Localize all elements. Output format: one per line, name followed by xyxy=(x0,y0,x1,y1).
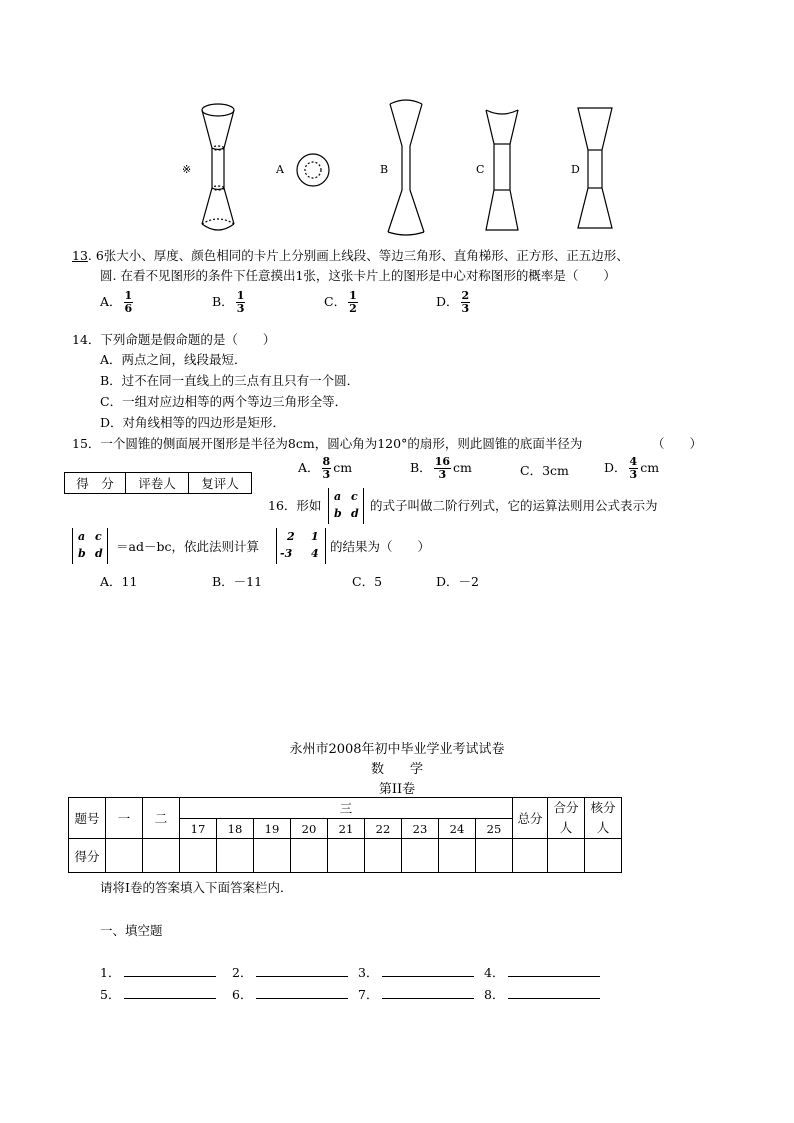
score-cell[interactable] xyxy=(548,839,585,873)
blank-6-label: 6． xyxy=(232,987,253,1002)
q16-option-a: A．11 xyxy=(100,574,138,589)
q13-option-a-den: 6 xyxy=(124,302,133,315)
blank-7[interactable] xyxy=(358,985,474,1003)
score-table-part2: 二 xyxy=(143,798,180,839)
score-table-tihao: 题号 xyxy=(69,798,106,839)
blank-1[interactable] xyxy=(100,963,216,981)
answer-instruction: 请将Ⅰ卷的答案填入下面答案栏内． xyxy=(100,880,293,895)
determinant-abcd xyxy=(328,488,364,524)
option-c-figure xyxy=(486,110,518,230)
score-table-q19: 19 xyxy=(254,819,291,839)
q15-option-b-label: B． xyxy=(410,460,432,475)
score-table-q23: 23 xyxy=(402,819,439,839)
q14-option-b: B．过不在同一直线上的三点有且只有一个圆． xyxy=(100,373,360,388)
figure-label-a: A xyxy=(276,163,284,176)
q15-option-d-den: 3 xyxy=(629,468,638,481)
det2-b: -3 xyxy=(280,547,293,560)
subject-title: 数 学 xyxy=(370,762,423,777)
blank-4-line[interactable] xyxy=(508,964,600,977)
det1b-b: b xyxy=(78,547,86,560)
det1-d: d xyxy=(351,507,359,520)
q14-option-c: C．一组对应边相等的两个等边三角形全等． xyxy=(100,394,348,409)
q13-option-c-label: C． xyxy=(324,294,347,309)
determinant-formula xyxy=(72,528,108,564)
score-cell[interactable] xyxy=(476,839,513,873)
question-13 xyxy=(72,246,629,264)
paper-title: 永州市2008年初中毕业学业考试试卷 xyxy=(289,742,505,757)
q16-option-c: C．5 xyxy=(352,574,383,589)
blank-8-line[interactable] xyxy=(508,986,600,999)
q13-option-b xyxy=(212,290,247,315)
det2-c: 1 xyxy=(311,530,319,543)
figure-label-c: C xyxy=(476,163,485,176)
score-cell[interactable] xyxy=(402,839,439,873)
det1-a: a xyxy=(334,490,342,503)
figure-label-star: ※ xyxy=(182,163,192,176)
question-13-line2: 圆. 在看不见图形的条件下任意摸出1张，这张卡片上的图形是中心对称图形的概率是（ ） xyxy=(100,268,616,283)
blank-4-label: 4． xyxy=(484,965,505,980)
blank-8[interactable] xyxy=(484,985,600,1003)
det1-b: b xyxy=(334,507,342,520)
blank-1-label: 1． xyxy=(100,965,121,980)
q15-option-c: C．3cm xyxy=(520,463,569,478)
q14-option-d: D．对角线相等的四边形是矩形． xyxy=(100,415,286,430)
score-table-q20: 20 xyxy=(291,819,328,839)
q15-option-a-unit: cm xyxy=(333,460,353,475)
question-13-number: 13 xyxy=(72,248,88,263)
q15-option-a-den: 3 xyxy=(322,468,331,481)
blank-6[interactable] xyxy=(232,985,348,1003)
q13-option-c-den: 2 xyxy=(349,302,357,315)
score-box-defen: 得 分 xyxy=(65,473,126,494)
q15-option-a-label: A． xyxy=(298,460,320,475)
q13-option-d-label: D． xyxy=(436,294,459,309)
det1b-a: a xyxy=(78,530,86,543)
section-fill-in: 一、填空题 xyxy=(100,923,163,938)
score-cell[interactable] xyxy=(513,839,548,873)
score-cell[interactable] xyxy=(585,839,622,873)
q13-option-c-num: 1 xyxy=(349,289,357,302)
q13-option-c xyxy=(324,290,360,315)
score-table-q17: 17 xyxy=(180,819,217,839)
score-cell[interactable] xyxy=(106,839,143,873)
q13-option-c-fraction xyxy=(348,290,358,315)
q15-option-a xyxy=(298,456,352,481)
score-table-hefen: 合分人 xyxy=(548,798,585,839)
question-16-formula: ＝ad－bc，依此法则计算 xyxy=(116,539,259,554)
blank-5-line[interactable] xyxy=(124,986,216,999)
score-table-part1: 一 xyxy=(106,798,143,839)
question-15-stem: 15．一个圆锥的侧面展开图形是半径为8cm，圆心角为120°的扇形，则此圆锥的底面半径为 xyxy=(72,436,583,451)
q15-option-d-unit: cm xyxy=(640,460,660,475)
blank-3[interactable] xyxy=(358,963,474,981)
score-cell[interactable] xyxy=(291,839,328,873)
score-cell[interactable] xyxy=(365,839,402,873)
score-cell[interactable] xyxy=(217,839,254,873)
score-box xyxy=(64,472,252,494)
score-table-q22: 22 xyxy=(365,819,402,839)
det1b-c: c xyxy=(95,530,102,543)
q13-option-b-den: 3 xyxy=(236,302,245,315)
blank-3-label: 3． xyxy=(358,965,379,980)
q15-option-b-num: 16 xyxy=(434,455,450,468)
question-16-tail: 的结果为（ ） xyxy=(330,539,431,554)
score-cell[interactable] xyxy=(328,839,365,873)
score-table-q18: 18 xyxy=(217,819,254,839)
q14-option-a: A．两点之间，线段最短． xyxy=(100,352,247,367)
q15-option-d-fraction xyxy=(629,456,639,481)
blank-5-label: 5． xyxy=(100,987,121,1002)
q15-option-b-fraction xyxy=(434,456,451,481)
question-16-prefix: 16．形如 xyxy=(268,498,322,513)
det1-c: c xyxy=(351,490,358,503)
blank-2[interactable] xyxy=(232,963,348,981)
score-table-q25: 25 xyxy=(476,819,513,839)
q13-option-a-label: A． xyxy=(100,294,122,309)
volume-title: 第II卷 xyxy=(378,782,416,797)
figure-label-b: B xyxy=(380,163,389,176)
score-box-fupingren: 复评人 xyxy=(189,473,252,494)
option-d-figure xyxy=(578,108,612,228)
option-b-figure xyxy=(388,100,424,235)
blank-4[interactable] xyxy=(484,963,600,981)
determinant-compute xyxy=(276,528,326,564)
score-table xyxy=(68,797,622,873)
q13-option-a-num: 1 xyxy=(124,289,133,302)
figure-hourglass-shapes xyxy=(170,96,630,242)
q13-option-b-num: 1 xyxy=(236,289,245,302)
option-a-figure xyxy=(297,154,329,186)
q15-option-d-label: D． xyxy=(604,460,627,475)
q13-option-d-den: 3 xyxy=(461,302,470,315)
score-cell[interactable] xyxy=(143,839,180,873)
q15-option-b xyxy=(410,456,472,481)
blank-2-line[interactable] xyxy=(256,964,348,977)
question-16-suffix: 的式子叫做二阶行列式，它的运算法则用公式表示为 xyxy=(370,498,658,513)
score-table-total: 总分 xyxy=(513,798,548,839)
q13-option-a xyxy=(100,290,135,315)
q15-option-d-num: 4 xyxy=(629,455,638,468)
blank-2-label: 2． xyxy=(232,965,253,980)
score-cell[interactable] xyxy=(254,839,291,873)
q16-option-b: B．－11 xyxy=(212,574,263,589)
blank-7-label: 7． xyxy=(358,987,379,1002)
question-15-paren: （ ） xyxy=(652,436,703,451)
q13-option-d xyxy=(436,290,472,315)
blank-6-line[interactable] xyxy=(256,986,348,999)
question-13-line1: . 6张大小、厚度、颜色相同的卡片上分别画上线段、等边三角形、直角梯形、正方形、正五边形、 xyxy=(87,248,629,263)
det2-a: 2 xyxy=(287,530,295,543)
blank-3-line[interactable] xyxy=(382,964,474,977)
blank-8-label: 8． xyxy=(484,987,505,1002)
q13-option-d-fraction xyxy=(461,290,471,315)
blank-7-line[interactable] xyxy=(382,986,474,999)
solid-figure xyxy=(202,104,234,230)
det1b-d: d xyxy=(95,547,103,560)
score-box-pingjuanren: 评卷人 xyxy=(126,473,189,494)
q15-option-a-num: 8 xyxy=(322,455,331,468)
score-table-hefen2: 核分人 xyxy=(585,798,622,839)
q13-option-d-num: 2 xyxy=(461,289,470,302)
question-14-stem: 14．下列命题是假命题的是（ ） xyxy=(72,332,276,347)
score-cell[interactable] xyxy=(180,839,217,873)
score-table-q21: 21 xyxy=(328,819,365,839)
blank-1-line[interactable] xyxy=(124,964,216,977)
q15-option-a-fraction xyxy=(322,456,332,481)
score-table-part3: 三 xyxy=(180,798,513,819)
q16-option-d: D．－2 xyxy=(436,574,479,589)
det2-d: 4 xyxy=(311,547,319,560)
blank-5[interactable] xyxy=(100,985,216,1003)
q15-option-d xyxy=(604,456,659,481)
score-table-defen: 得分 xyxy=(69,839,106,873)
q13-option-a-fraction xyxy=(124,290,134,315)
score-cell[interactable] xyxy=(439,839,476,873)
q15-option-b-den: 3 xyxy=(438,468,447,481)
q15-option-b-unit: cm xyxy=(453,460,472,475)
figure-label-d: D xyxy=(571,163,580,176)
q13-option-b-label: B． xyxy=(212,294,234,309)
score-table-q24: 24 xyxy=(439,819,476,839)
q13-option-b-fraction xyxy=(236,290,246,315)
